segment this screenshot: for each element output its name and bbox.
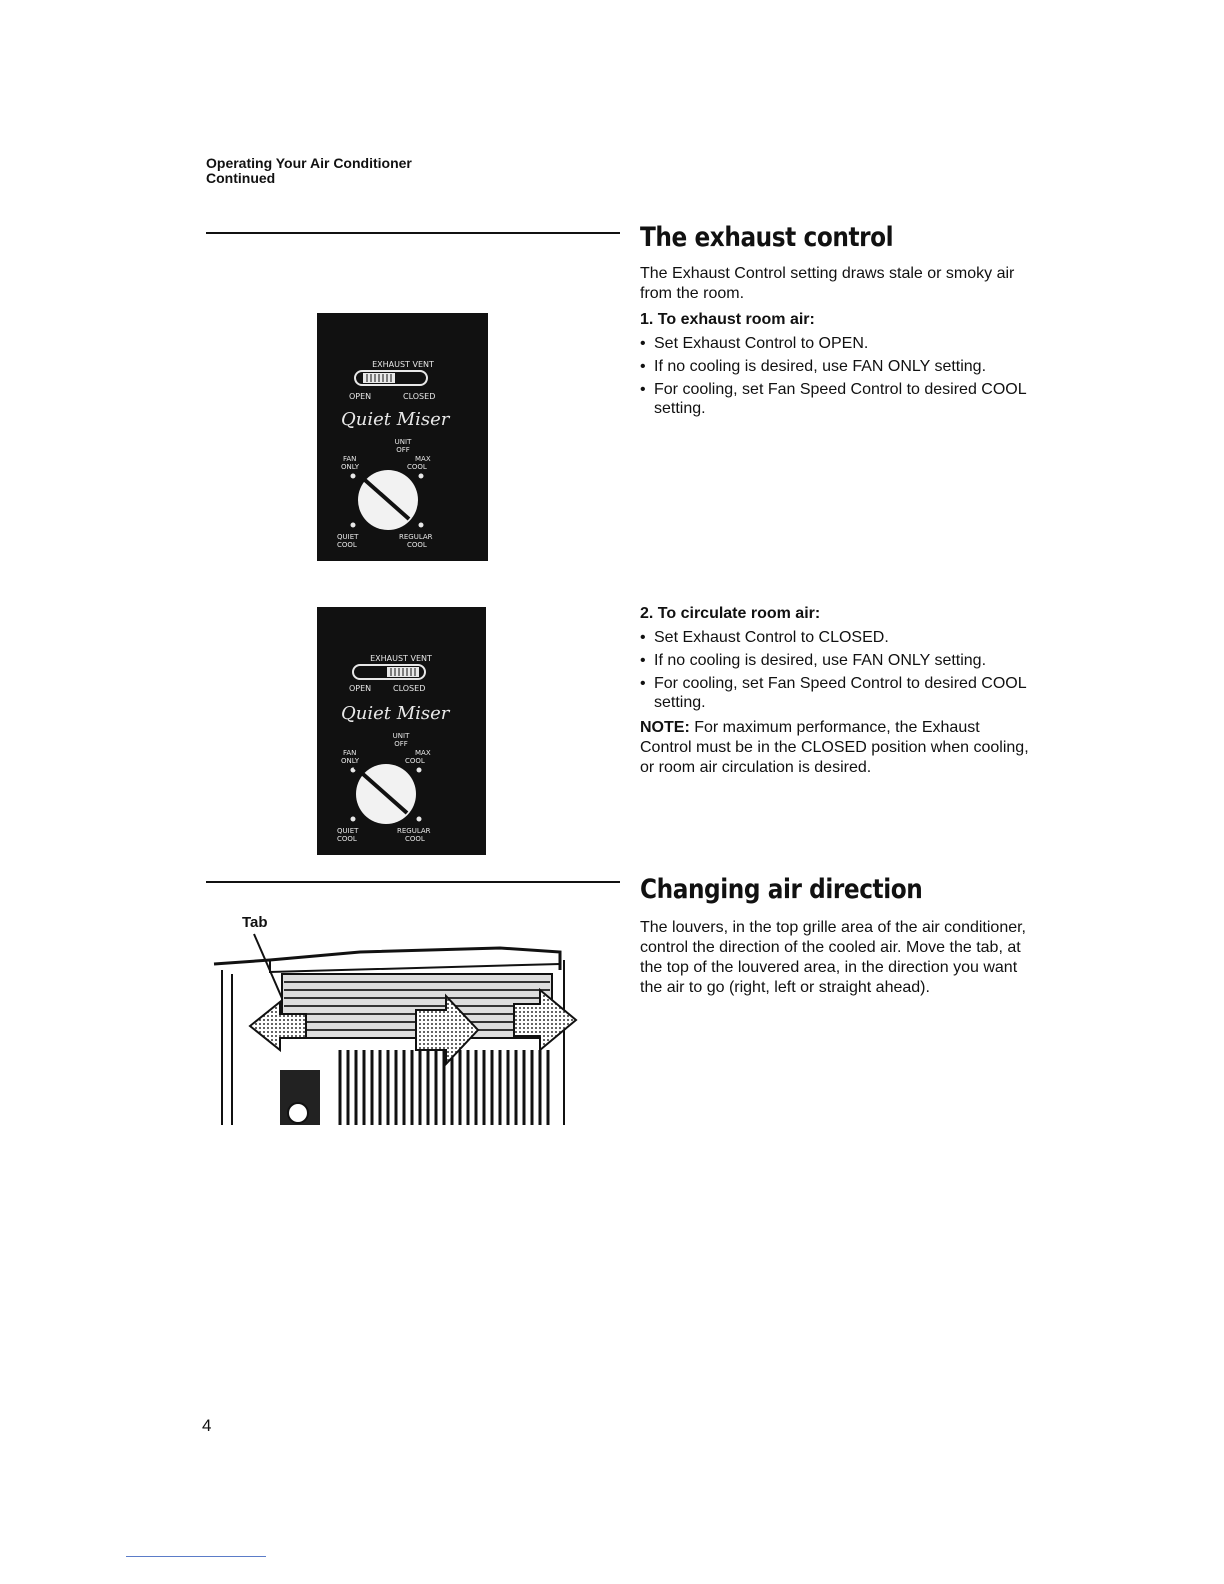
tab-label: Tab <box>242 914 268 931</box>
exhaust-vent-label: EXHAUST VENT <box>372 360 434 369</box>
fan-label: FAN <box>343 749 357 757</box>
off-label: OFF <box>394 740 408 748</box>
header-title: Operating Your Air Conditioner <box>206 155 412 171</box>
closed-label: CLOSED <box>393 684 426 693</box>
off-label: OFF <box>396 446 410 454</box>
running-header <box>206 156 412 186</box>
list-item: • Set Exhaust Control to OPEN. <box>640 334 1040 353</box>
air-direction-text: The louvers, in the top grille area of the air conditioner, control the direction of the cooled air. Move the tab, at the top of the louvered area, in the direction you want the air to go (right, left or straight ahead). <box>640 919 1026 996</box>
list-item: • If no cooling is desired, use FAN ONLY setting. <box>640 651 1030 670</box>
list-item: • Set Exhaust Control to CLOSED. <box>640 628 1030 647</box>
fan-label: FAN <box>343 455 357 463</box>
max-label: MAX <box>415 455 431 463</box>
list-item: • If no cooling is desired, use FAN ONLY setting. <box>640 357 1040 376</box>
open-label: OPEN <box>349 684 372 693</box>
note-label: NOTE: <box>640 719 690 736</box>
note-paragraph <box>640 718 1030 778</box>
header-subtitle: Continued <box>206 170 276 186</box>
only-label: ONLY <box>341 757 359 765</box>
section-title: Changing air direction <box>640 874 923 905</box>
exhaust-step2-block <box>640 598 1030 778</box>
exhaust-step1-block <box>640 264 1040 422</box>
open-label: OPEN <box>349 392 372 401</box>
regular-cool-label: COOL <box>405 835 425 843</box>
page-number: 4 <box>202 1416 212 1435</box>
closed-label: CLOSED <box>403 392 436 401</box>
control-panel-open <box>317 313 488 561</box>
dial-dot <box>417 768 422 773</box>
section-rule <box>206 232 620 234</box>
cool-label: COOL <box>407 463 427 471</box>
step-bullets <box>640 628 1030 712</box>
regular-label: REGULAR <box>399 533 433 541</box>
regular-label: REGULAR <box>397 827 431 835</box>
quiet-label: QUIET <box>337 533 359 541</box>
dial-dot <box>351 523 356 528</box>
dial-dot <box>419 474 424 479</box>
louver-drawing <box>210 930 590 1125</box>
quiet-cool-label: COOL <box>337 541 357 549</box>
step-heading: 2. To circulate room air: <box>640 605 821 622</box>
unit-label: UNIT <box>394 438 412 446</box>
control-panel-closed <box>317 607 486 855</box>
unit-label: UNIT <box>392 732 410 740</box>
dial-dot <box>351 474 356 479</box>
quiet-cool-label: COOL <box>337 835 357 843</box>
louver-illustration <box>210 930 590 1125</box>
step-heading: 1. To exhaust room air: <box>640 311 815 328</box>
cool-label: COOL <box>405 757 425 765</box>
only-label: ONLY <box>341 463 359 471</box>
exhaust-intro: The Exhaust Control setting draws stale or smoky air from the room. <box>640 265 1015 302</box>
step-bullets <box>640 334 1040 418</box>
brand-label: Quiet Miser <box>341 703 450 724</box>
max-label: MAX <box>415 749 431 757</box>
list-item: • For cooling, set Fan Speed Control to desired COOL setting. <box>640 380 1040 418</box>
brand-label: Quiet Miser <box>341 409 450 430</box>
exhaust-vent-label: EXHAUST VENT <box>370 654 432 663</box>
dial-dot <box>351 817 356 822</box>
note-text: For maximum performance, the Exhaust Control must be in the CLOSED position when cooling, or room air circulation is desired. <box>640 719 1029 776</box>
footer-rule <box>126 1556 266 1557</box>
quiet-label: QUIET <box>337 827 359 835</box>
dial-dot <box>417 817 422 822</box>
section-title: The exhaust control <box>640 222 894 253</box>
section-rule <box>206 881 620 883</box>
regular-cool-label: COOL <box>407 541 427 549</box>
list-item: • For cooling, set Fan Speed Control to desired COOL setting. <box>640 674 1030 712</box>
dial-dot <box>419 523 424 528</box>
